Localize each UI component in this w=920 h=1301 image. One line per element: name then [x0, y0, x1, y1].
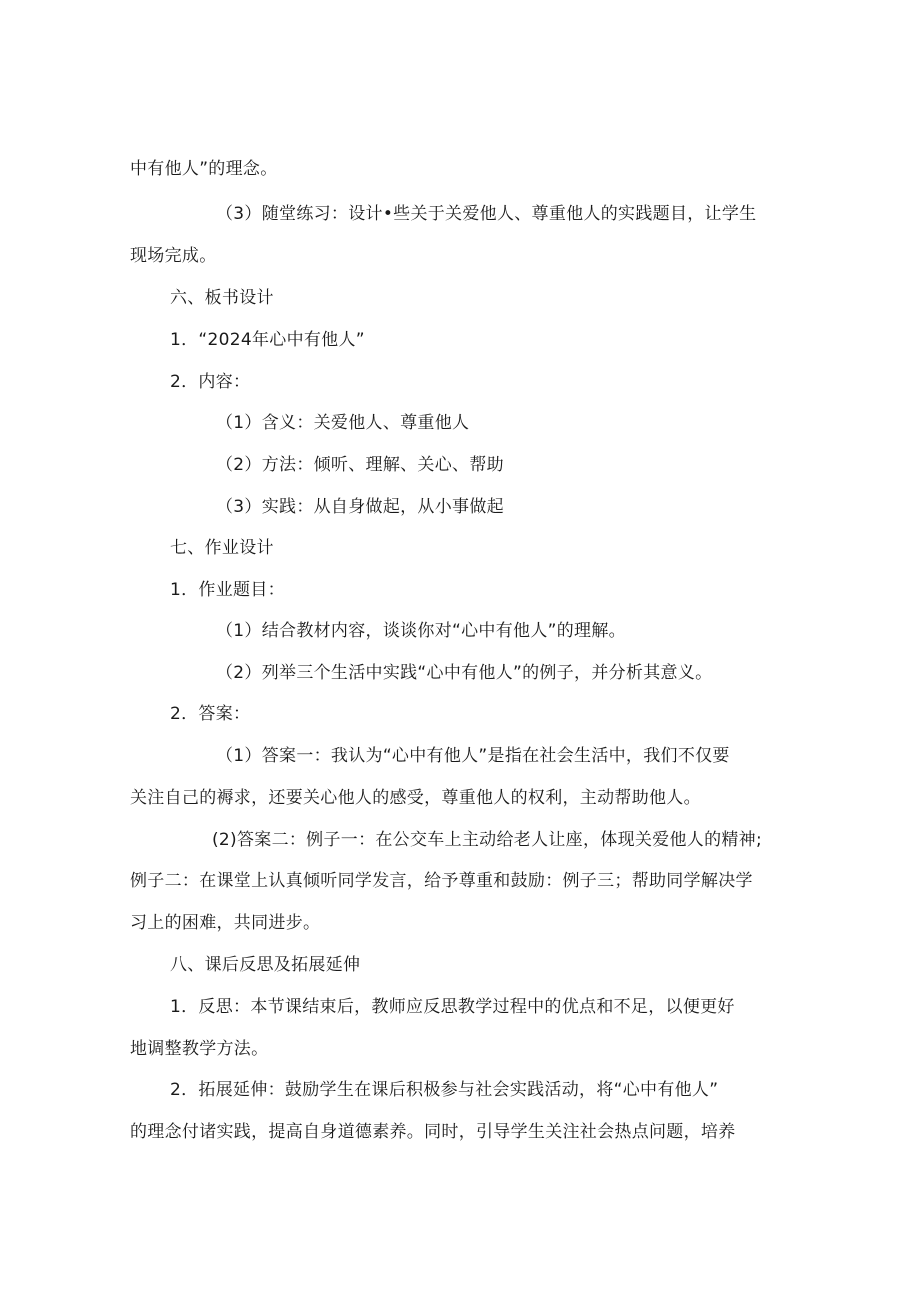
text-line: 1．作业题目：	[170, 580, 285, 600]
text-line: （2）列举三个生活中实践“心中有他人”的例子，并分析其意义。	[216, 663, 713, 683]
text-line: 地调整教学方法。	[130, 1039, 269, 1059]
text-line: （2）方法：倾听、理解、关心、帮助	[216, 455, 504, 475]
text-line: 的理念付诸实践，提高自身道德素养。同时，引导学生关注社会热点问题，培养	[130, 1122, 736, 1142]
text-line: （3）实践：从自身做起，从小事做起	[216, 497, 504, 517]
section-heading: 六、板书设计	[170, 288, 274, 308]
text-line: 2．答案：	[170, 704, 251, 724]
section-heading: 八、课后反思及拓展延伸	[170, 955, 361, 975]
text-line: (2)答案二：例子一：在公交车上主动给老人让座，体现关爱他人的精神;	[212, 830, 763, 850]
text-line: 例子二：在课堂上认真倾听同学发言，给予尊重和鼓励：例子三；帮助同学解决学	[130, 871, 753, 891]
text-line: （1）答案一：我认为“心中有他人”是指在社会生活中，我们不仅要	[216, 746, 730, 766]
text-line: （3）随堂练习：设计•些关于关爱他人、尊重他人的实践题目，让学生	[216, 204, 757, 224]
text-line: 2．内容：	[170, 372, 251, 392]
text-line: 中有他人”的理念。	[130, 159, 278, 179]
text-line: 1．反思：本节课结束后，教师应反思教学过程中的优点和不足，以便更好	[170, 997, 735, 1017]
text-line: 习上的困难，共同进步。	[130, 913, 321, 933]
text-line: 现场完成。	[130, 246, 217, 266]
text-line: （1）结合教材内容，谈谈你对“心中有他人”的理解。	[216, 621, 626, 641]
text-line: 2．拓展延伸：鼓励学生在课后积极参与社会实践活动，将“心中有他人”	[170, 1080, 719, 1100]
section-heading: 七、作业设计	[170, 538, 274, 558]
text-line: （1）含义：关爱他人、尊重他人	[216, 413, 470, 433]
text-line: 1．“2024年心中有他人”	[170, 330, 365, 350]
text-line: 关注自己的褥求，还要关心他人的感受，尊重他人的权利，主动帮助他人。	[130, 788, 701, 808]
